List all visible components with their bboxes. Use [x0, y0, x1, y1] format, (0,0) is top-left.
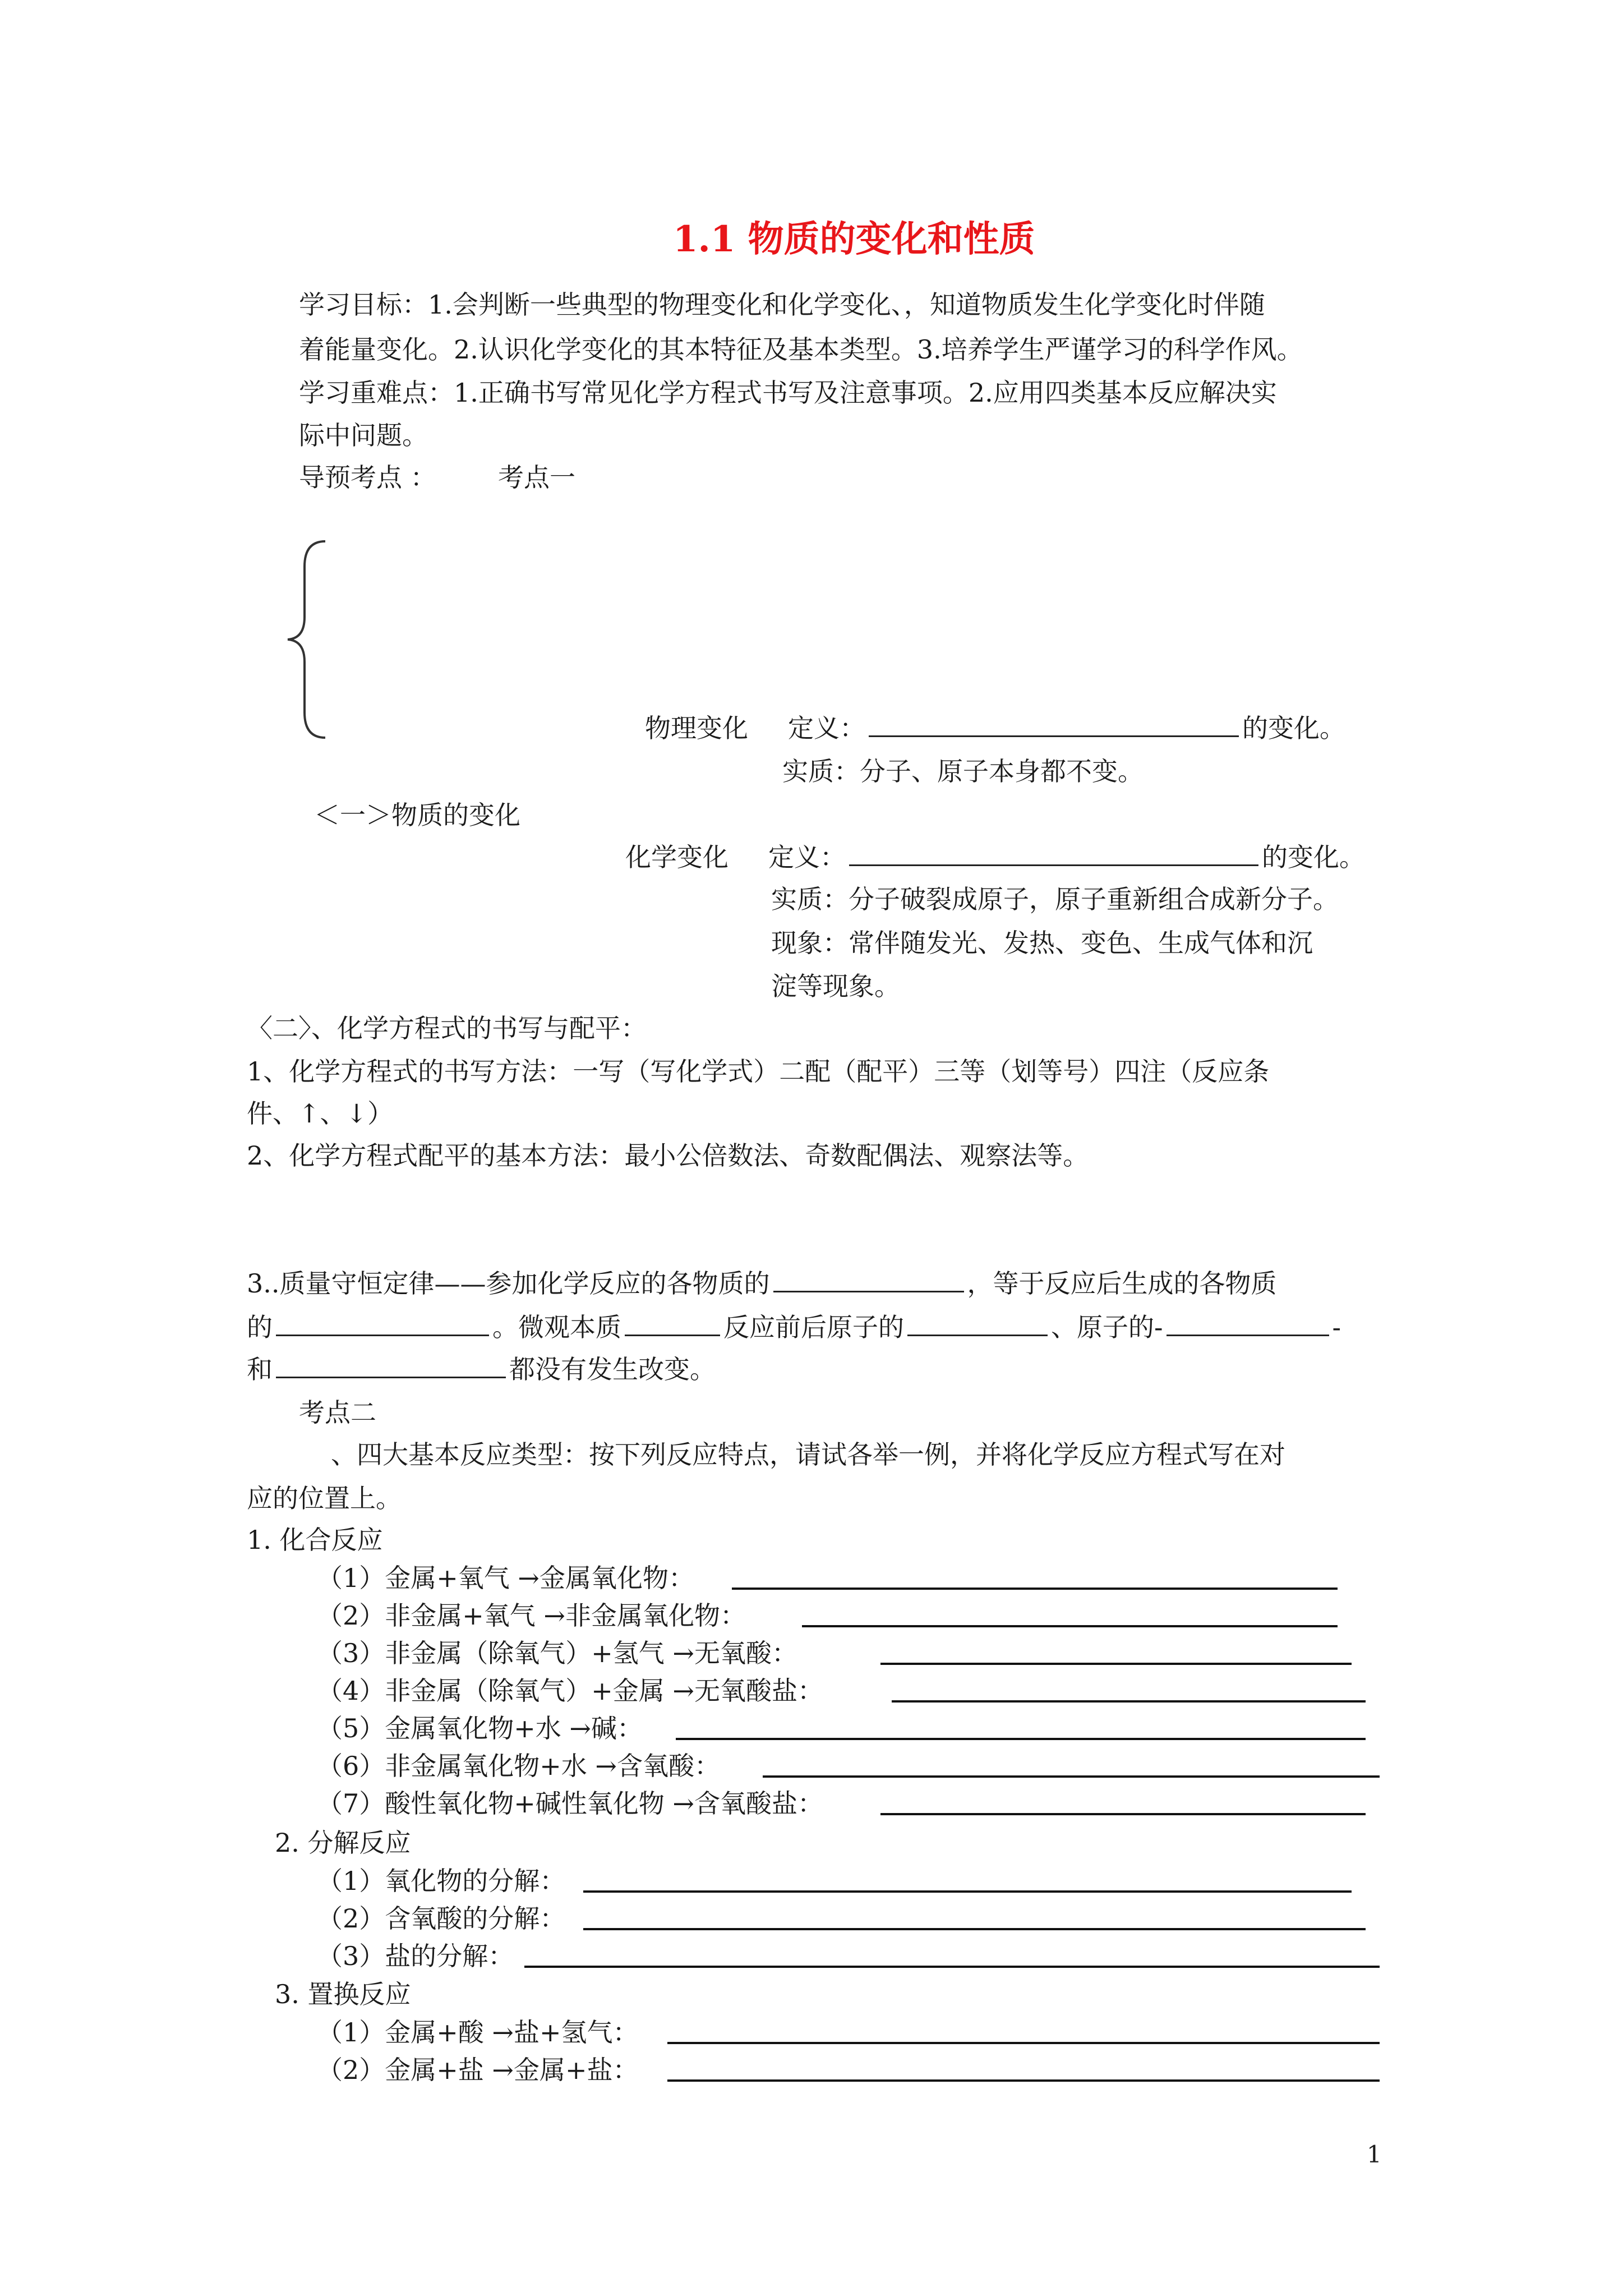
combination-item-5: （5）金属氧化物+水 →碱： [317, 1713, 643, 1743]
reaction-types-intro-2: 应的位置上。 [247, 1483, 402, 1513]
answer-line [880, 1813, 1366, 1815]
preview-point-2: 考点二 [299, 1397, 376, 1428]
answer-line [763, 1775, 1380, 1778]
preview-label: 导预考点 ： [299, 462, 436, 493]
chemical-definition-blank [849, 860, 1258, 866]
decomposition-item-1: （1）氧化物的分解： [317, 1866, 566, 1896]
combination-item-1: （1）金属+氧气 →金属氧化物： [317, 1563, 694, 1593]
objectives-line-2: 着能量变化。2.认识化学变化的其本特征及基本类型。3.培养学生严谨学习的科学作风。 [299, 334, 1303, 365]
conservation-blank-4 [907, 1330, 1048, 1336]
replacement-title: 3. 置换反应 [275, 1979, 411, 2009]
conservation-line-3: 和 都没有发生改变。 [247, 1354, 716, 1384]
left-brace-icon [283, 539, 334, 740]
conservation-line-2: 的 。微观本质 反应前后原子的 、原子的- - [247, 1312, 1341, 1342]
physical-change-label: 物理变化 [645, 713, 748, 743]
answer-line [524, 1966, 1380, 1968]
conservation-line-1: 3..质量守恒定律——参加化学反应的各物质的 ，等于反应后生成的各物质 [247, 1268, 1277, 1299]
answer-line [583, 1890, 1352, 1893]
combination-item-6: （6）非金属氧化物+水 →含氧酸： [317, 1751, 720, 1781]
chemical-change-phenomenon-2: 淀等现象。 [771, 971, 900, 1001]
conservation-blank-3 [625, 1330, 720, 1336]
chemical-change-phenomenon-1: 现象：常伴随发光、发热、变色、生成气体和沉 [771, 928, 1313, 958]
answer-line [892, 1700, 1366, 1703]
difficulty-line-1: 学习重难点：1.正确书写常见化学方程式书写及注意事项。2.应用四类基本反应解决实 [299, 378, 1277, 408]
decomposition-title: 2. 分解反应 [275, 1828, 411, 1858]
combination-title: 1. 化合反应 [247, 1525, 383, 1555]
answer-line [583, 1928, 1366, 1930]
chemical-change-definition: 定义： 的变化。 [768, 842, 1365, 872]
decomposition-item-3: （3）盐的分解： [317, 1941, 514, 1971]
physical-definition-blank [869, 731, 1239, 737]
answer-line [802, 1625, 1338, 1627]
objectives-line-1: 学习目标：1.会判断一些典型的物理变化和化学变化、，知道物质发生化学变化时伴随 [299, 289, 1265, 320]
combination-item-4: （4）非金属（除氧气）+金属 →无氧酸盐： [317, 1676, 823, 1706]
answer-line [667, 2042, 1380, 2044]
chemical-change-label: 化学变化 [625, 842, 728, 872]
page-number: 1 [1367, 2141, 1382, 2168]
equations-item-1-line-1: 1、化学方程式的书写方法：一写（写化学式）二配（配平）三等（划等号）四注（反应条 [247, 1056, 1270, 1087]
conservation-blank-1 [773, 1286, 964, 1292]
physical-change-definition: 定义： 的变化。 [788, 713, 1345, 743]
answer-line [667, 2079, 1380, 2082]
equations-item-1-line-2: 件、↑、↓） [247, 1098, 394, 1129]
conservation-blank-5 [1166, 1330, 1329, 1336]
conservation-blank-6 [276, 1372, 506, 1378]
decomposition-item-2: （2）含氧酸的分解： [317, 1903, 566, 1934]
physical-change-essence: 实质：分子、原子本身都不变。 [782, 756, 1144, 786]
combination-item-2: （2）非金属+氧气 →非金属氧化物： [317, 1600, 746, 1631]
equations-item-2: 2、化学方程式配平的基本方法：最小公倍数法、奇数配偶法、观察法等。 [247, 1140, 1089, 1171]
answer-line [880, 1663, 1352, 1665]
reaction-types-intro-1: 、四大基本反应类型：按下列反应特点，请试各举一例，并将化学反应方程式写在对 [331, 1439, 1285, 1470]
difficulty-line-2: 际中问题。 [299, 420, 428, 450]
preview-point-1: 考点一 [498, 462, 575, 493]
equations-heading: 〈二〉、化学方程式的书写与配平： [247, 1013, 647, 1043]
page-title: 1.1 物质的变化和性质 [673, 218, 1035, 260]
replacement-item-2: （2）金属+盐 →金属+盐： [317, 2055, 639, 2085]
answer-line [676, 1738, 1366, 1740]
chemical-change-essence: 实质：分子破裂成原子，原子重新组合成新分子。 [771, 884, 1339, 914]
conservation-blank-2 [276, 1330, 489, 1336]
replacement-item-1: （1）金属+酸 →盐+氢气： [317, 2017, 639, 2047]
combination-item-7: （7）酸性氧化物+碱性氧化物 →含氧酸盐： [317, 1788, 823, 1819]
answer-line [732, 1588, 1338, 1590]
combination-item-3: （3）非金属（除氧气）+氢气 →无氧酸： [317, 1638, 797, 1668]
section-material-change: ＜一＞物质的变化 [314, 800, 520, 830]
